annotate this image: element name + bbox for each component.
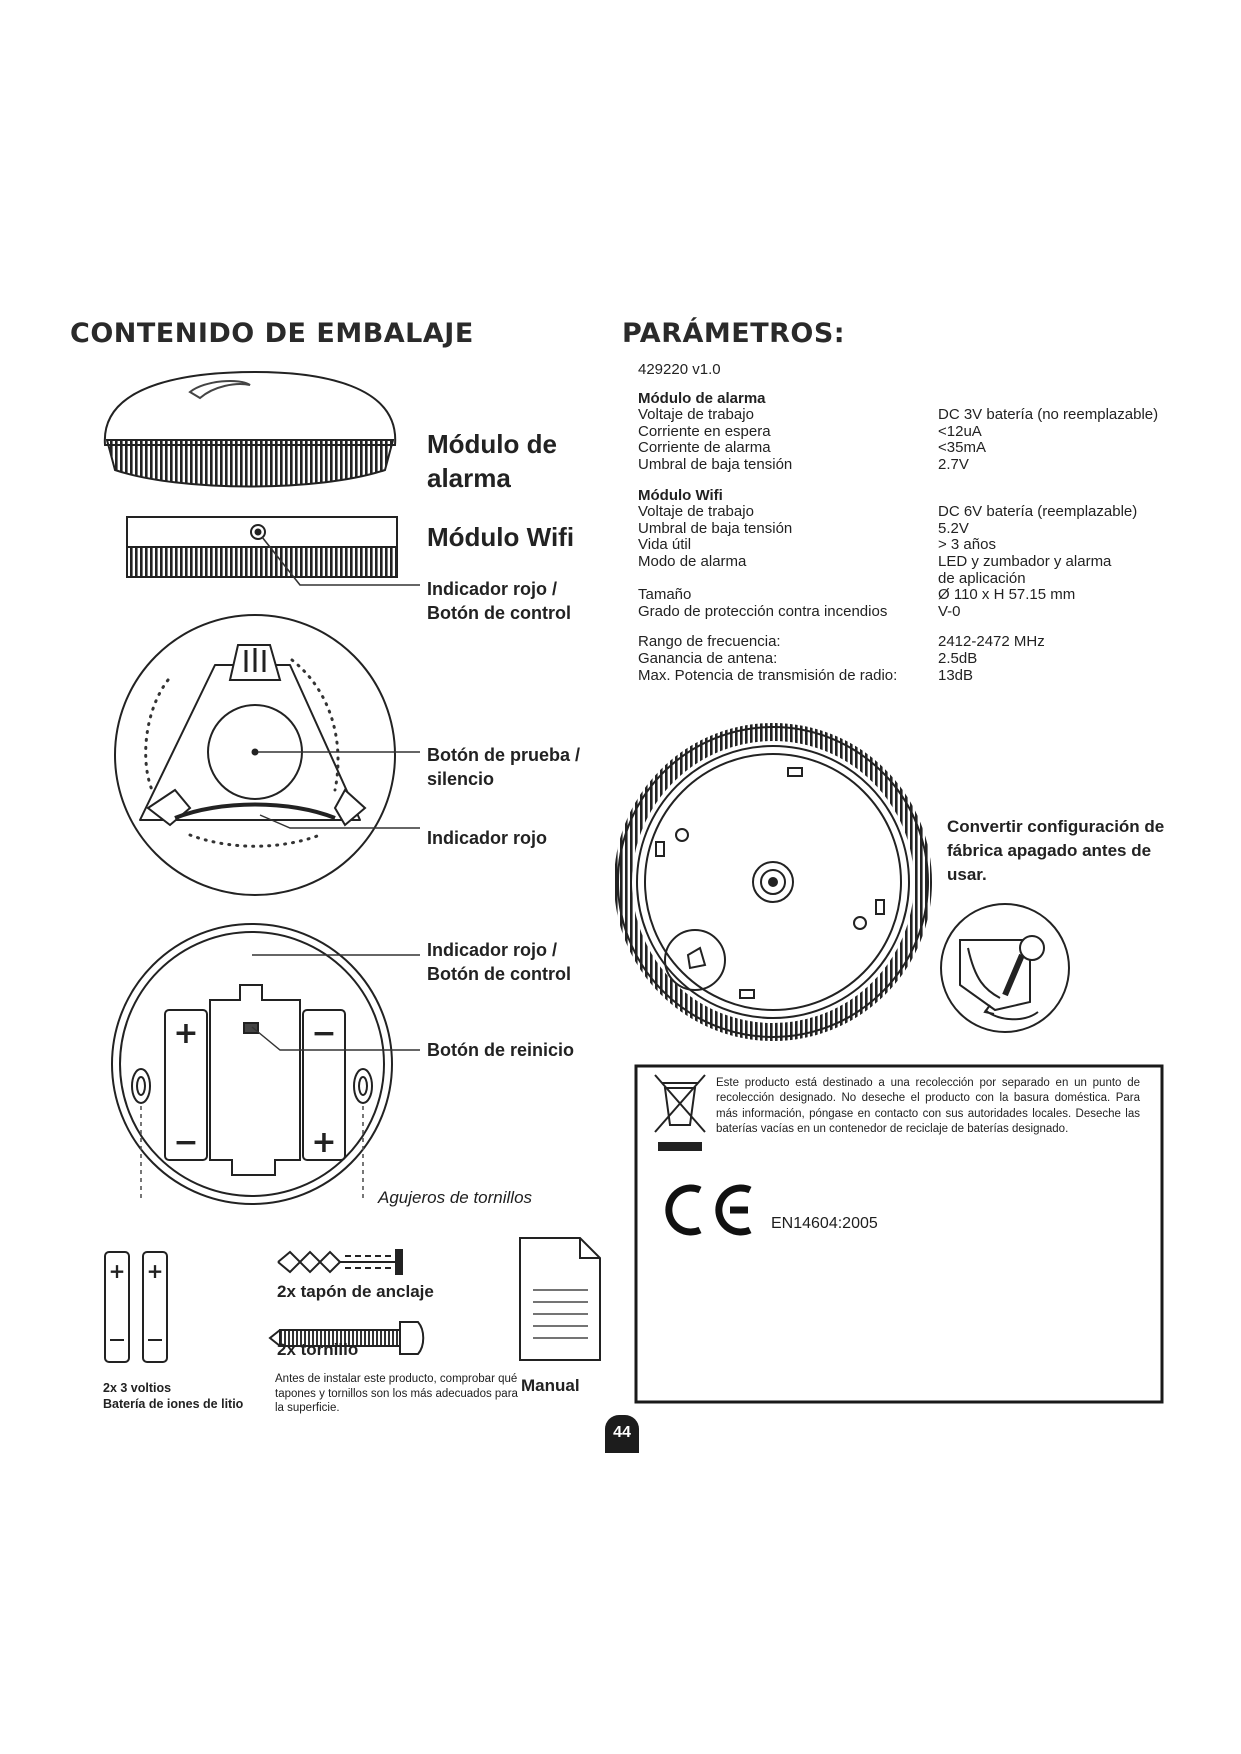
wifi-module-title: Módulo Wifi xyxy=(638,486,723,504)
parameter-key: Corriente de alarma xyxy=(638,439,771,457)
parameter-row xyxy=(638,424,1178,441)
mounting-plate-drawing xyxy=(618,727,928,1037)
wifi-module-drawing xyxy=(127,517,420,585)
parameter-value: Ø 110 x H 57.15 mm xyxy=(938,586,1076,604)
parameter-value: 2.5dB xyxy=(938,649,978,667)
parameter-row xyxy=(638,407,1178,424)
parameter-row xyxy=(638,668,1178,685)
svg-text:+: + xyxy=(108,1259,126,1283)
parameter-row xyxy=(638,440,1178,457)
parameters-heading: PARÁMETROS: xyxy=(622,318,846,349)
parameter-row xyxy=(638,571,1178,588)
parameter-row xyxy=(638,604,1178,621)
factory-reset-detail-drawing xyxy=(941,904,1069,1032)
parameters-block xyxy=(638,362,1178,684)
parameter-row xyxy=(638,457,1178,474)
front-view-drawing xyxy=(115,615,420,895)
back-view-drawing xyxy=(112,924,420,1204)
parameter-key: Modo de alarma xyxy=(638,552,747,570)
parameter-value: > 3 años xyxy=(938,536,996,554)
svg-text:+: + xyxy=(146,1259,164,1283)
parameter-key: Voltaje de trabajo xyxy=(638,503,754,521)
parameter-key: Rango de frecuencia: xyxy=(638,633,781,651)
svg-text:−: − xyxy=(173,1125,199,1160)
battery-label-2: Batería de iones de litio xyxy=(103,1397,244,1411)
screw-note: Antes de instalar este producto, comprobar qué tapones y tornillos son los más adecuados para la superficie. xyxy=(275,1373,518,1414)
page-number: 44 xyxy=(605,1415,639,1453)
wifi-module-label: Módulo Wifi xyxy=(427,522,575,552)
version: 429220 v1.0 xyxy=(638,361,721,378)
parameter-row xyxy=(638,634,1178,651)
parameter-value: de aplicación xyxy=(938,569,1026,587)
parameter-value: LED y zumbador y alarma xyxy=(938,552,1112,570)
screw-holes-label: Agujeros de tornillos xyxy=(378,1188,533,1207)
svg-text:−: − xyxy=(311,1016,337,1051)
parameter-key: Grado de protección contra incendios xyxy=(638,602,888,620)
standard-text: EN14604:2005 xyxy=(771,1215,878,1232)
parameter-value: <35mA xyxy=(938,439,986,457)
red-indicator-label: Indicador rojo xyxy=(427,828,548,848)
parameter-value: 2.7V xyxy=(938,455,969,473)
parameter-row xyxy=(638,521,1178,538)
parameter-key: Max. Potencia de transmisión de radio: xyxy=(638,666,898,684)
alarm-module-title: Módulo de alarma xyxy=(638,389,766,407)
battery-label-1: 2x 3 voltios xyxy=(103,1381,172,1395)
svg-text:+: + xyxy=(173,1016,199,1051)
parameter-row xyxy=(638,554,1178,571)
parameter-value: DC 3V batería (no reemplazable) xyxy=(938,406,1159,424)
parameter-key: Vida útil xyxy=(638,536,692,554)
manual-label: Manual xyxy=(521,1376,580,1395)
reset-button-label: Botón de reinicio xyxy=(427,1040,575,1060)
parameter-value: <12uA xyxy=(938,422,982,440)
parameter-value: 13dB xyxy=(938,666,974,684)
svg-text:+: + xyxy=(311,1125,337,1160)
parameter-key: Corriente en espera xyxy=(638,422,771,440)
parameter-key: Tamaño xyxy=(638,586,692,604)
anchor-label: 2x tapón de anclaje xyxy=(277,1282,434,1301)
factory-note: Convertir configuración de fábrica apagado antes de usar. xyxy=(947,817,1165,884)
parameter-key: Umbral de baja tensión xyxy=(638,455,793,473)
contents-heading: CONTENIDO DE EMBALAJE xyxy=(70,318,474,349)
parameter-key: Voltaje de trabajo xyxy=(638,406,754,424)
parameter-value: V-0 xyxy=(938,602,961,620)
parameter-row xyxy=(638,504,1178,521)
screw-label: 2x tornillo xyxy=(277,1340,359,1359)
parameter-row xyxy=(638,537,1178,554)
parameter-row xyxy=(638,651,1178,668)
red-indicator-control-label-2: Indicador rojo / Botón de control xyxy=(427,940,571,984)
ce-mark-icon xyxy=(669,1188,750,1232)
parameter-row xyxy=(638,587,1178,604)
parameter-key: Ganancia de antena: xyxy=(638,649,778,667)
recycle-text: Este producto está destinado a una recolección por separado en un punto de recolección designado. No deseche el producto con la basura doméstica. Para más información, póngase en contacto con sus autoridades locales. Deseche las baterías vacías en un contenedor de reciclaje de baterías designado. xyxy=(716,1077,1140,1135)
parameter-value: DC 6V batería (reemplazable) xyxy=(938,503,1138,521)
parameter-value: 2412-2472 MHz xyxy=(938,633,1045,651)
parameter-key xyxy=(638,571,938,588)
alarm-module-drawing xyxy=(105,372,395,487)
test-silence-label: Botón de prueba / silencio xyxy=(427,745,580,789)
parameter-value: 5.2V xyxy=(938,519,969,537)
red-indicator-control-label-1: Indicador rojo / Botón de control xyxy=(427,579,571,623)
alarm-module-label: Módulo de alarma xyxy=(427,429,557,493)
parameter-key: Umbral de baja tensión xyxy=(638,519,793,537)
weee-bin-icon xyxy=(655,1075,705,1151)
